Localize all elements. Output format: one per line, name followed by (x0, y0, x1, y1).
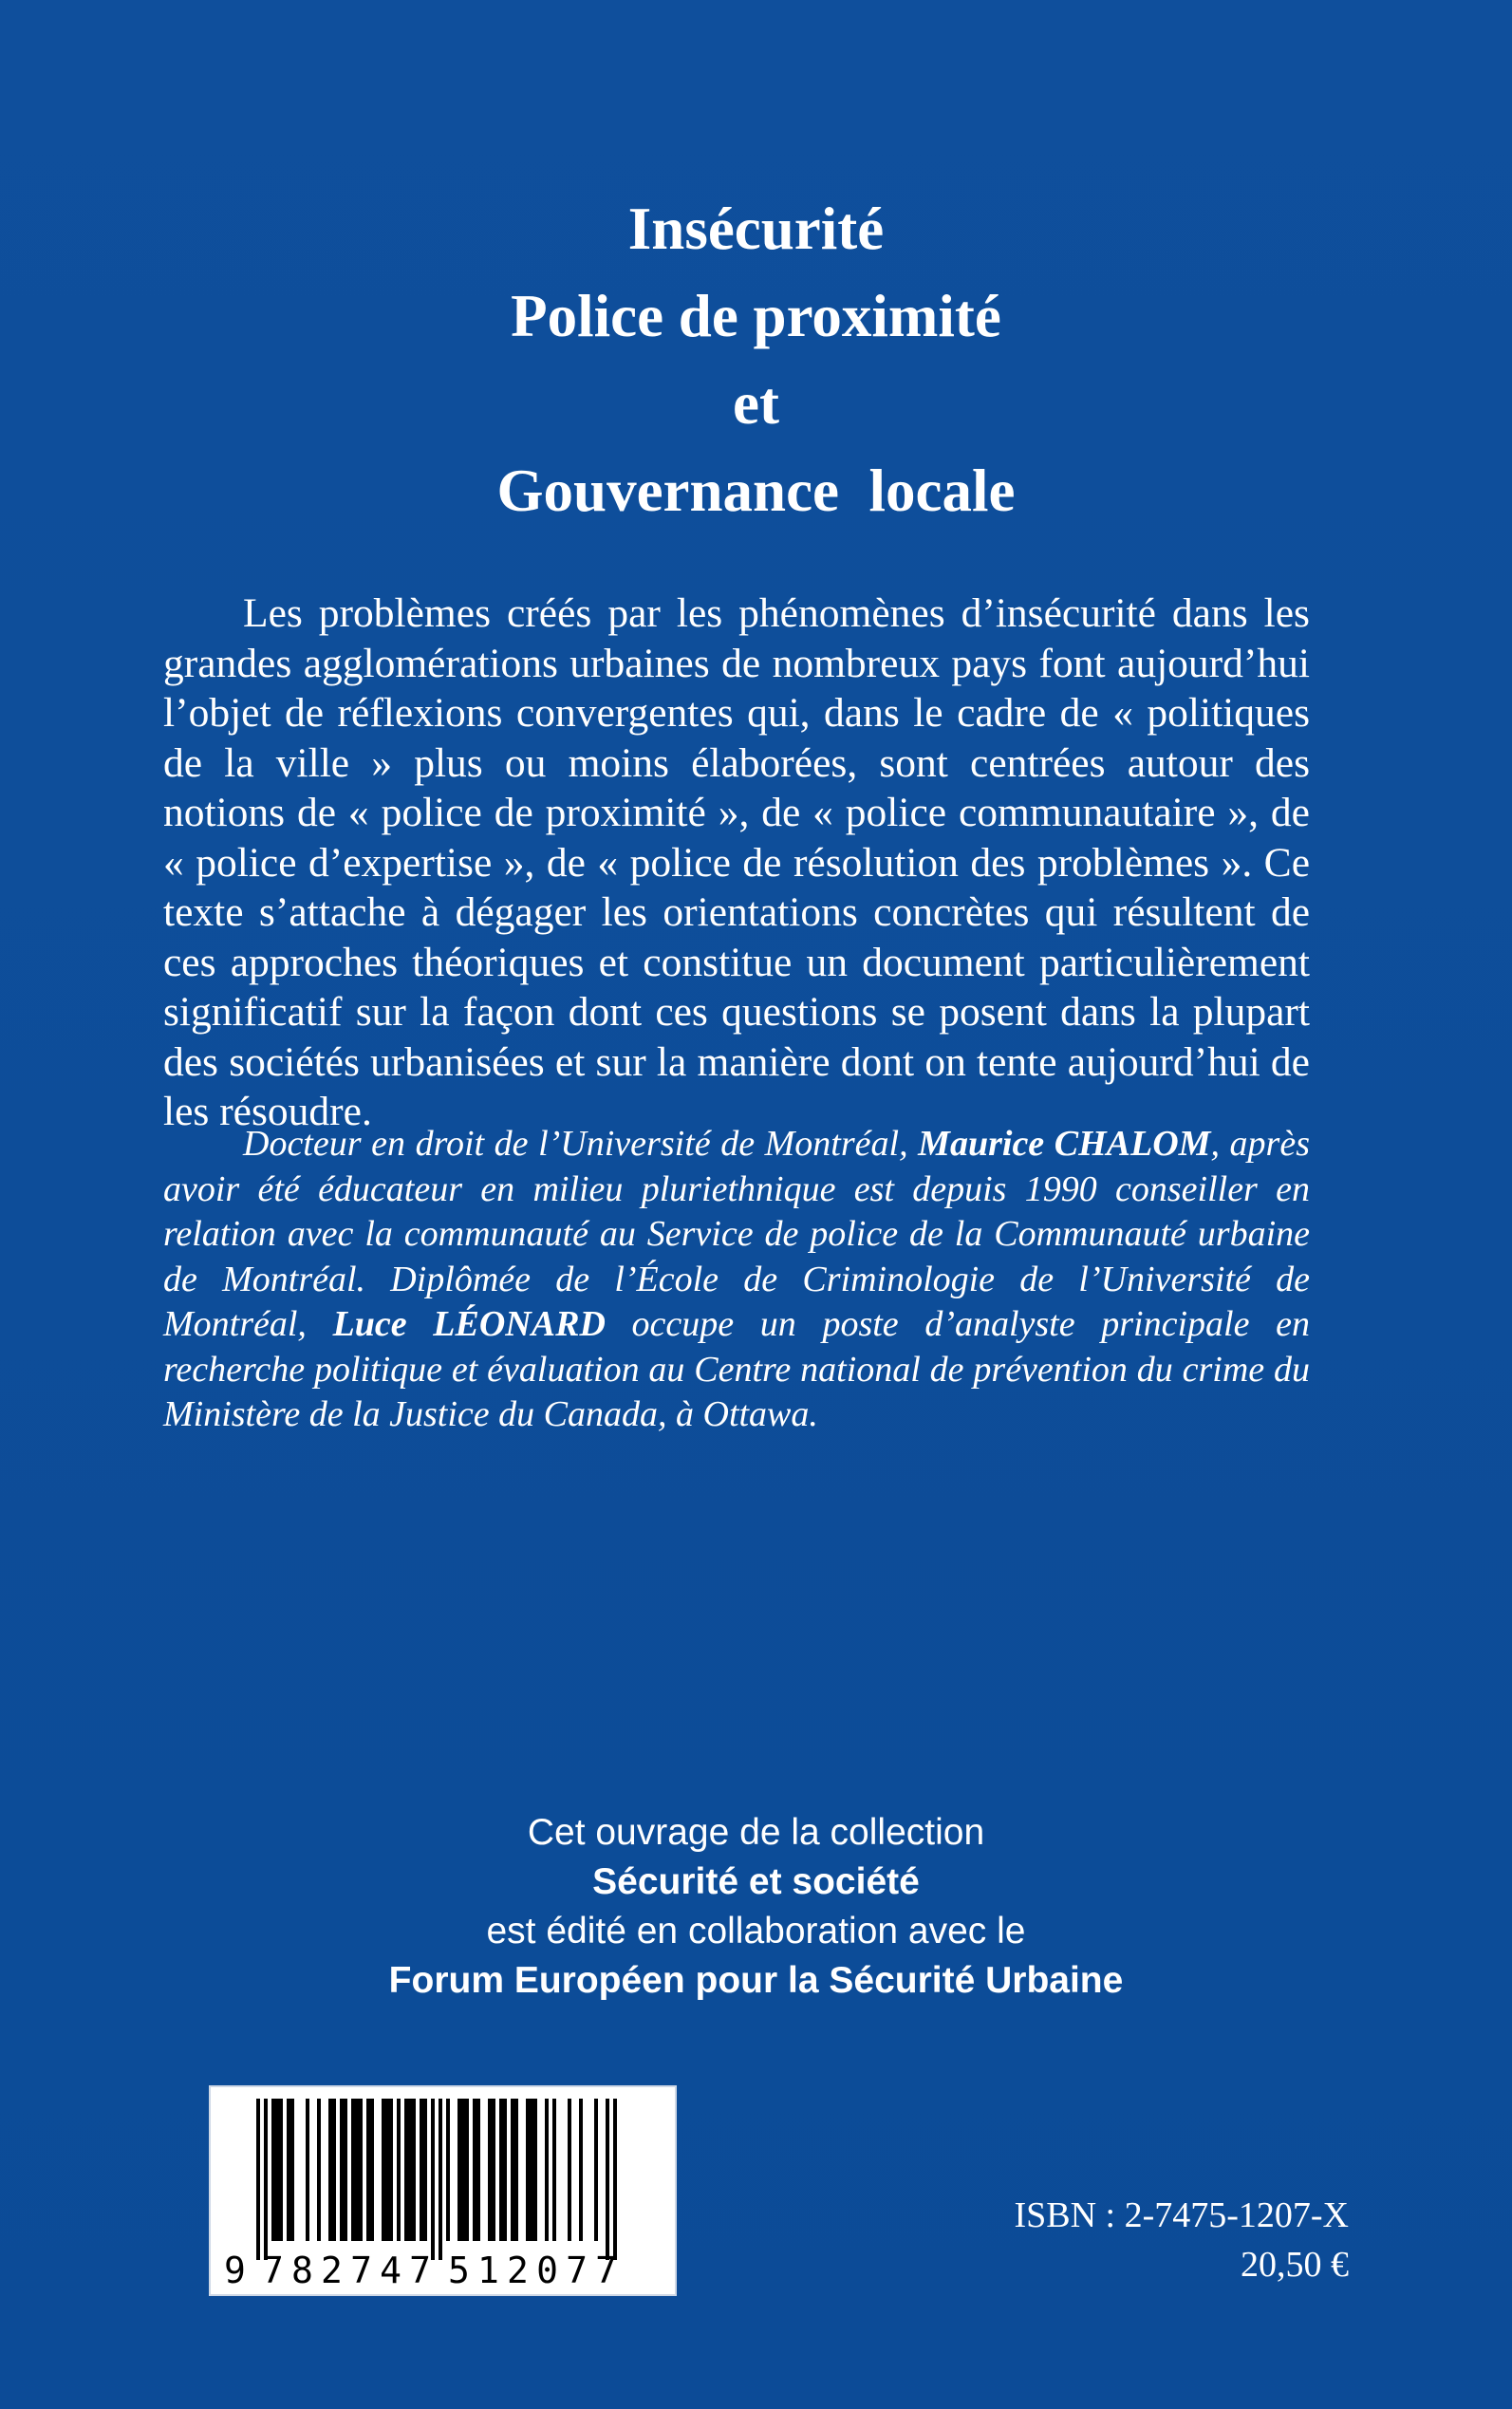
bio-text-3: occupe un poste d’analyste principale en recherche politique et évaluation au Centre national de prévention du crime du Ministère de la Justice du Canada, à Ottawa. (163, 1304, 1310, 1434)
barcode-bar (389, 2099, 393, 2241)
barcode-bar (408, 2099, 412, 2241)
barcode-bar (568, 2099, 571, 2241)
bio-text-1: Docteur en droit de l’Université de Montréal, (243, 1124, 919, 1164)
collection-intro: Cet ouvrage de la collection (527, 1812, 985, 1853)
barcode (209, 2085, 677, 2296)
book-title (0, 185, 1512, 534)
barcode-bar (290, 2099, 294, 2241)
barcode-bar (530, 2099, 533, 2241)
title-line-4: Gouvernance locale (496, 458, 1016, 524)
barcode-bar (271, 2099, 275, 2241)
barcode-bar (385, 2099, 389, 2241)
barcode-bar (465, 2099, 469, 2241)
barcode-bar (446, 2099, 450, 2241)
barcode-bar (461, 2099, 465, 2241)
barcode-bar (503, 2099, 507, 2241)
barcode-bar (533, 2099, 537, 2241)
collection-partner: Forum Européen pour la Sécurité Urbaine (388, 1960, 1124, 2001)
barcode-bar (366, 2099, 370, 2241)
barcode-bar (439, 2099, 442, 2260)
title-line-2: Police de proximité (511, 283, 1001, 349)
barcode-bar (382, 2099, 385, 2241)
barcode-bar (579, 2099, 583, 2241)
barcode-bar (552, 2099, 556, 2241)
barcode-bar (279, 2099, 283, 2241)
barcode-bar (431, 2099, 435, 2260)
bio-paragraph (163, 1122, 1310, 1438)
barcode-bar (351, 2099, 355, 2241)
barcode-bar (476, 2099, 480, 2241)
author-name-1: Maurice CHALOM (918, 1124, 1211, 1164)
barcode-bar (344, 2099, 347, 2241)
barcode-bar (275, 2099, 279, 2241)
barcode-digits-left: 782747 (262, 2250, 431, 2291)
barcode-bar (488, 2099, 492, 2241)
isbn-price (1014, 2191, 1349, 2289)
barcode-bar (306, 2099, 309, 2241)
author-bio (163, 1122, 1310, 1438)
barcode-bar (613, 2099, 617, 2260)
barcode-bar (492, 2099, 495, 2241)
bio-text-2: , après avoir été éducateur en milieu pluriethnique est depuis 1990 conseiller en relation avec la communauté au Service de police de la Communauté urbaine de Montréal. Diplômée de l’École de Criminologie de l’Université de Montréal, (163, 1124, 1310, 1344)
barcode-bar (256, 2099, 260, 2260)
barcode-bar (370, 2099, 374, 2241)
barcode-bar (511, 2099, 514, 2241)
barcode-bar (340, 2099, 344, 2241)
barcode-bar (594, 2099, 598, 2241)
barcode-bar (264, 2099, 268, 2260)
barcode-bar (359, 2099, 363, 2241)
barcode-bar (545, 2099, 549, 2241)
book-summary (163, 588, 1310, 1137)
barcode-bar (420, 2099, 423, 2241)
barcode-digit-first: 9 (224, 2250, 246, 2291)
barcode-bar (526, 2099, 530, 2241)
barcode-bar (514, 2099, 518, 2241)
barcode-bar (328, 2099, 332, 2241)
barcode-digits-right: 512077 (448, 2250, 617, 2291)
barcode-bar (317, 2099, 321, 2241)
barcode-bar (332, 2099, 336, 2241)
barcode-bar (473, 2099, 476, 2241)
barcode-bar (355, 2099, 359, 2241)
barcode-bar (457, 2099, 461, 2241)
collection-collab: est édité en collaboration avec le (486, 1911, 1026, 1951)
isbn-number: ISBN : 2-7475-1207-X (1014, 2195, 1349, 2235)
barcode-bar (606, 2099, 609, 2260)
collection-info (0, 1808, 1512, 2006)
barcode-bar (499, 2099, 503, 2241)
collection-series: Sécurité et société (592, 1861, 920, 1902)
barcode-graphic (211, 2087, 675, 2294)
author-name-2: Luce LÉONARD (332, 1304, 606, 1344)
barcode-bar (412, 2099, 416, 2241)
summary-paragraph: Les problèmes créés par les phénomènes d’insécurité dans les grandes agglomérations urbaines de nombreux pays font aujourd’hui l’objet de réflexions convergentes qui, dans le cadre de « politiques de la ville » plus ou moins élaborées, sont centrées autour des notions de « police de proximité », de « police communautaire », de « police d’expertise », de « police de résolution des problèmes ». Ce texte s’attache à dégager les orientations concrètes qui résultent de ces approches théoriques et constitue un document particulièrement significatif sur la façon dont ces questions se posent dans la plupart des sociétés urbanisées et sur la manière dont on tente aujourd’hui de les résoudre. (163, 590, 1310, 1134)
title-line-3: et (733, 370, 779, 437)
title-line-1: Insécurité (627, 196, 885, 262)
price: 20,50 € (1241, 2245, 1349, 2285)
barcode-bar (404, 2099, 408, 2241)
barcode-bar (423, 2099, 427, 2241)
barcode-bar (287, 2099, 290, 2241)
barcode-bar (397, 2099, 401, 2241)
